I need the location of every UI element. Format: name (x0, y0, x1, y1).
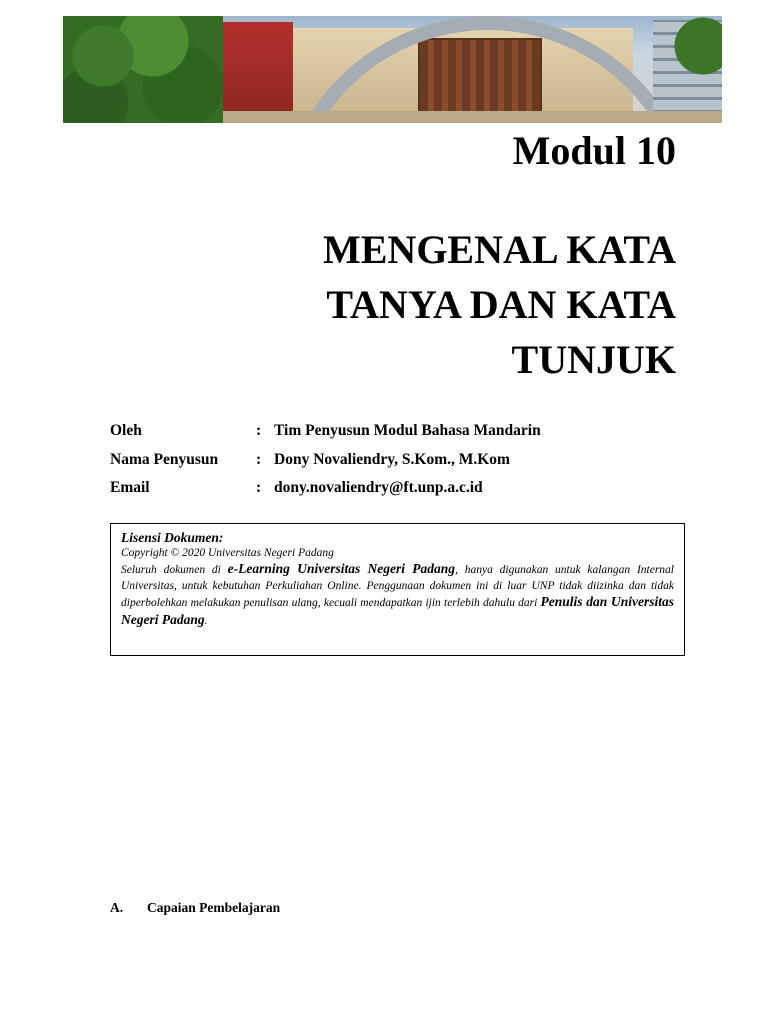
title-line: TUNJUK (511, 337, 676, 382)
building-left (223, 22, 293, 123)
info-row-email (110, 479, 541, 508)
document-title (236, 222, 676, 387)
license-box (110, 523, 685, 656)
license-emphasis: Penulis dan Universitas Negeri Padang (121, 594, 674, 627)
info-row-oleh (110, 422, 541, 451)
section-title: Capaian Pembelajaran (147, 900, 281, 915)
info-value: Tim Penyusun Modul Bahasa Mandarin (274, 422, 541, 439)
plaza (223, 111, 722, 123)
info-value: Dony Novaliendry, S.Kom., M.Kom (274, 450, 510, 468)
info-separator: : (256, 479, 262, 496)
license-emphasis: e-Learning Universitas Negeri Padang (227, 561, 456, 576)
info-label: Email (110, 479, 150, 496)
header-banner-image (63, 16, 722, 123)
info-separator: : (256, 450, 262, 468)
title-line: MENGENAL KATA (323, 227, 676, 272)
author-info (110, 422, 541, 508)
module-number: Modul 10 (512, 128, 676, 173)
license-copyright: Copyright © 2020 Universitas Negeri Padang (121, 547, 334, 559)
title-line: TANYA DAN KATA (326, 282, 676, 327)
tree-left (63, 16, 223, 123)
tree-right (673, 16, 722, 76)
info-row-nama-penyusun (110, 451, 541, 480)
license-text-part: . (204, 614, 208, 627)
license-text (121, 561, 674, 629)
info-label: Nama Penyusun (110, 450, 219, 468)
license-text-part: , hanya digunakan untuk kalangan Internal Universitas, untuk kebutuhan Perkuliahan Online. Penggunaan dokumen ini di luar UNP tidak diizinka dan tidak diperbolehkan melakukan penulisan ulang, kecuali mendapatkan ijin terlebih dahulu dari (121, 564, 675, 609)
email-value: dony.novaliendry@ft.unp.a.c.id (274, 479, 483, 496)
section-heading (110, 900, 280, 916)
license-heading: Lisensi Dokumen: (121, 530, 224, 545)
info-label: Oleh (110, 422, 142, 439)
section-letter: A. (110, 900, 124, 915)
info-separator: : (256, 422, 262, 439)
license-text-part: Seluruh dokumen di (121, 564, 228, 576)
